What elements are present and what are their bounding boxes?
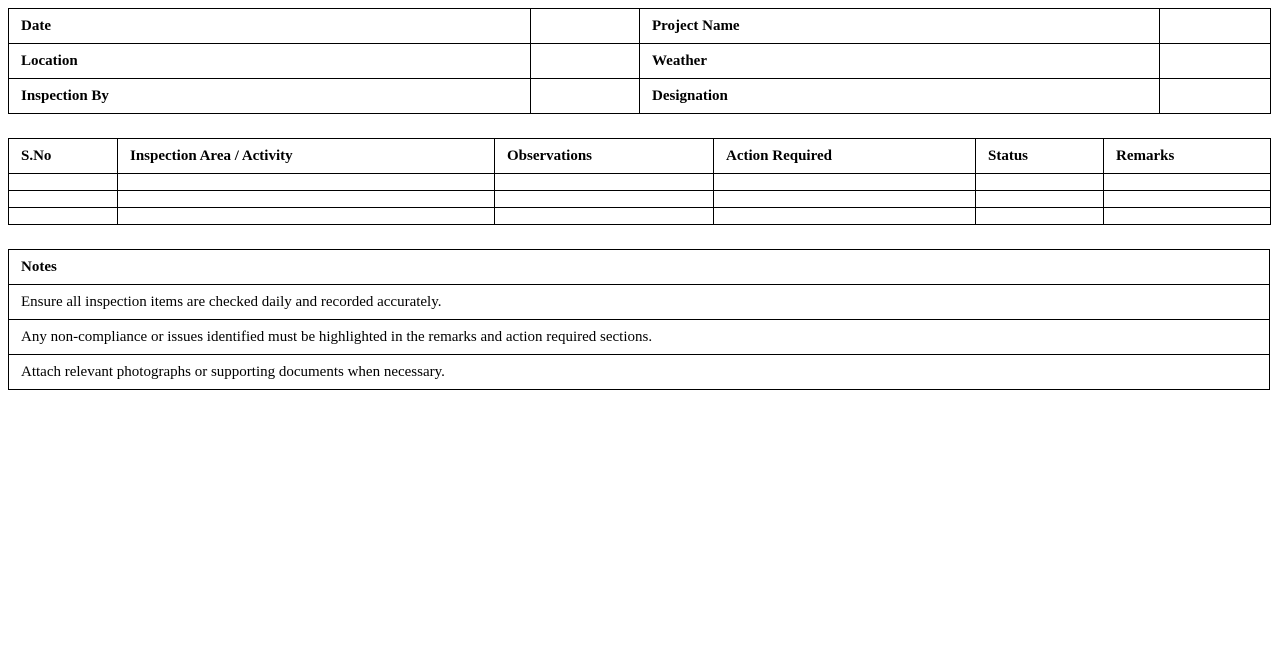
table-cell[interactable] [495,191,714,208]
inspection-info-table [8,8,1271,114]
table-cell[interactable] [714,208,976,225]
notes-item-row [9,285,1270,320]
inspection-checklist-table [8,138,1271,225]
table-cell[interactable] [9,174,118,191]
date-value-cell[interactable] [531,9,640,44]
notes-item-row [9,320,1270,355]
table-row [9,174,1271,191]
column-header-remarks: Remarks [1104,139,1271,174]
table-cell[interactable] [976,174,1104,191]
notes-item: Ensure all inspection items are checked daily and recorded accurately. [9,285,1270,320]
location-label: Location [9,44,531,79]
info-row-location-weather [9,44,1271,79]
inspection-by-label: Inspection By [9,79,531,114]
notes-item-row [9,355,1270,390]
notes-title: Notes [9,250,1270,285]
table-cell[interactable] [495,174,714,191]
table-cell[interactable] [714,174,976,191]
table-cell[interactable] [976,208,1104,225]
table-row [9,208,1271,225]
column-header-status: Status [976,139,1104,174]
table-row [9,191,1271,208]
table-cell[interactable] [9,208,118,225]
table-cell[interactable] [1104,208,1271,225]
info-row-inspector-designation [9,79,1271,114]
column-header-sno: S.No [9,139,118,174]
notes-item: Any non-compliance or issues identified must be highlighted in the remarks and action required sections. [9,320,1270,355]
notes-title-row [9,250,1270,285]
column-header-action-required: Action Required [714,139,976,174]
table-header-row [9,139,1271,174]
table-cell[interactable] [1104,191,1271,208]
designation-value-cell[interactable] [1160,79,1271,114]
project-name-label: Project Name [640,9,1160,44]
table-cell[interactable] [118,191,495,208]
inspection-by-value-cell[interactable] [531,79,640,114]
notes-item: Attach relevant photographs or supporting documents when necessary. [9,355,1270,390]
table-cell[interactable] [118,208,495,225]
designation-label: Designation [640,79,1160,114]
column-header-inspection-area: Inspection Area / Activity [118,139,495,174]
notes-table [8,249,1270,390]
table-cell[interactable] [1104,174,1271,191]
weather-label: Weather [640,44,1160,79]
weather-value-cell[interactable] [1160,44,1271,79]
location-value-cell[interactable] [531,44,640,79]
info-row-date-project [9,9,1271,44]
table-cell[interactable] [714,191,976,208]
table-cell[interactable] [976,191,1104,208]
table-cell[interactable] [495,208,714,225]
table-cell[interactable] [118,174,495,191]
column-header-observations: Observations [495,139,714,174]
table-cell[interactable] [9,191,118,208]
date-label: Date [9,9,531,44]
project-name-value-cell[interactable] [1160,9,1271,44]
